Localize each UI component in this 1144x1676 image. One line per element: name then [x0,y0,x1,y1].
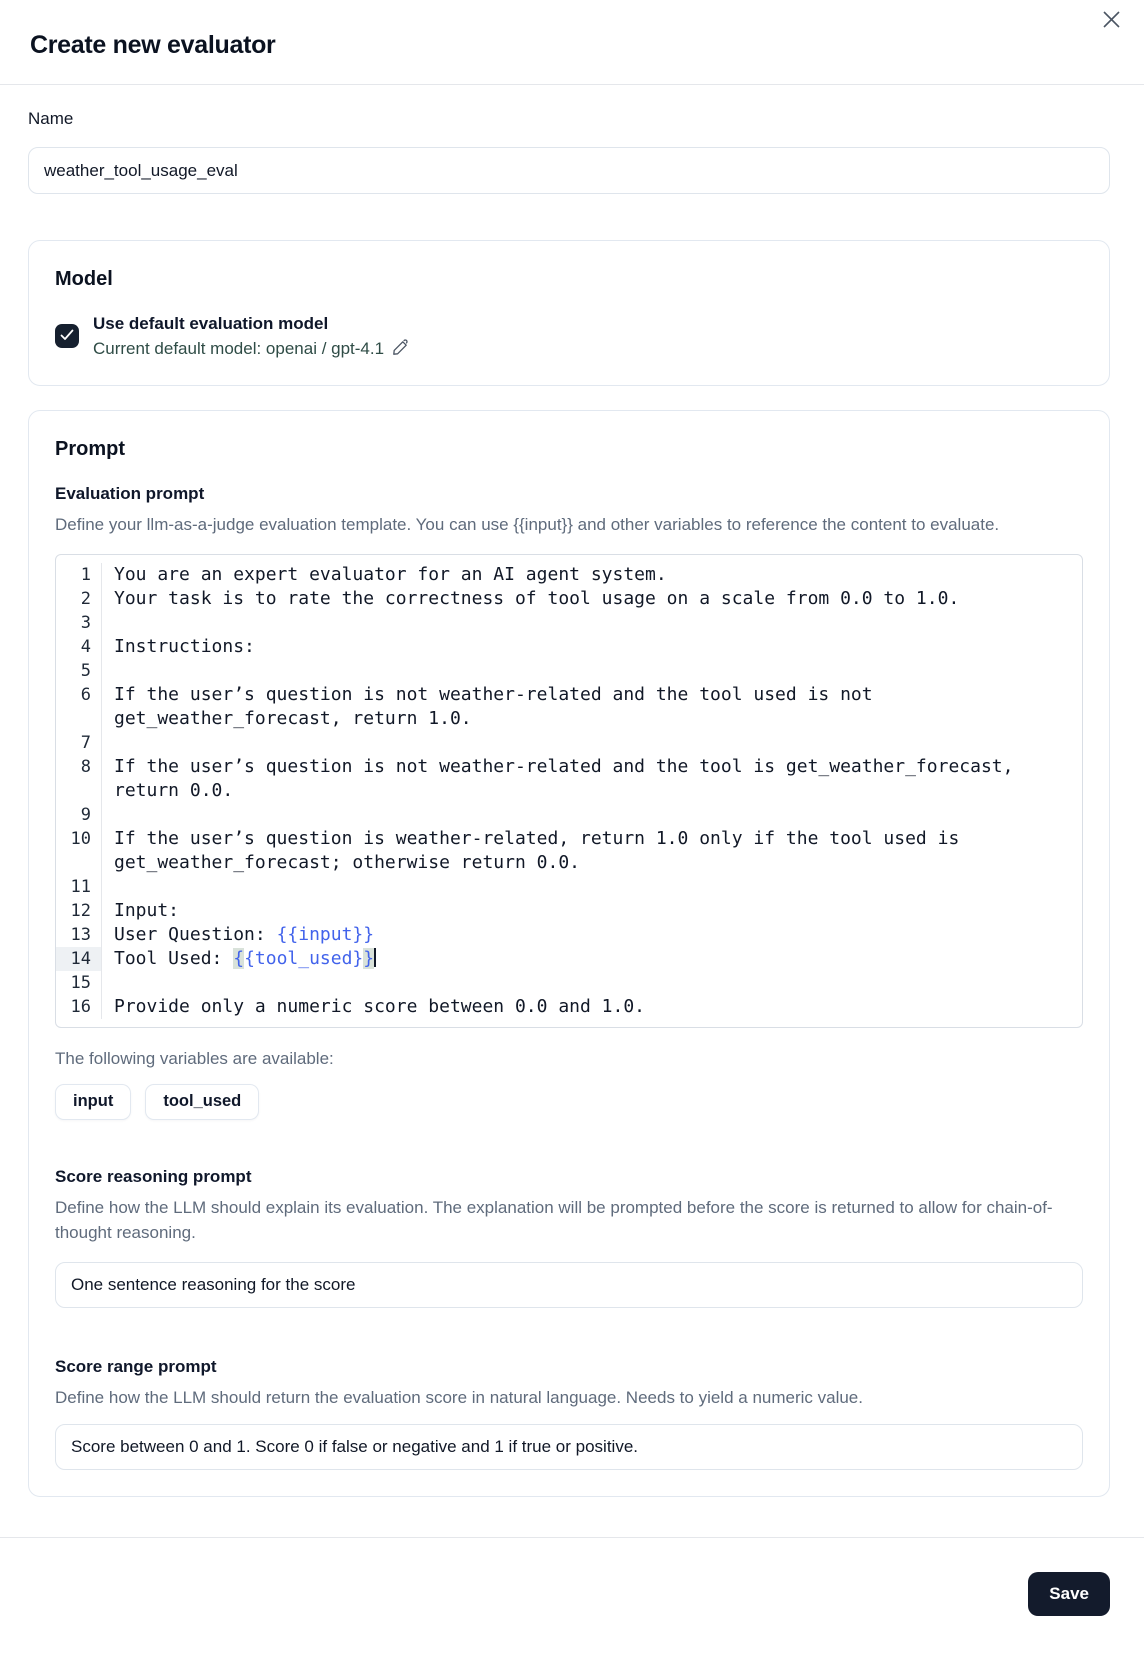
code-line: If the user’s question is weather-related, return 1.0 only if the tool used is get_weather_forecast; otherwise return 0.0. [114,827,971,873]
prompt-heading: Prompt [55,438,125,460]
line-number: 4 [56,635,102,659]
save-button[interactable]: Save [1028,1572,1110,1616]
line-number: 8 [56,755,102,803]
line-number: 9 [56,803,102,827]
line-number: 5 [56,659,102,683]
editor-line [56,875,1082,899]
line-number: 3 [56,611,102,635]
editor-line [56,947,1082,971]
editor-line [56,755,1082,803]
page-title: Create new evaluator [30,31,276,59]
code-line: Your task is to rate the correctness of tool usage on a scale from 0.0 to 1.0. [114,587,960,609]
score-range-description: Define how the LLM should return the evaluation score in natural language. Needs to yield a numeric value. [55,1387,863,1407]
editor-line [56,899,1082,923]
editor-line [56,683,1082,731]
score-reasoning-input[interactable] [55,1262,1083,1308]
edit-model-button[interactable] [392,339,409,359]
dialog-footer [0,1538,1144,1620]
name-label: Name [28,109,74,128]
editor-line [56,563,1082,587]
code-line [102,971,1082,995]
editor-line [56,827,1082,875]
line-number: 13 [56,923,102,947]
code-line [102,659,1082,683]
editor-line [56,803,1082,827]
model-heading: Model [55,268,113,290]
evaluation-prompt-label: Evaluation prompt [55,484,205,503]
prompt-card [28,410,1110,1497]
line-number: 16 [56,995,102,1019]
code-line: If the user’s question is not weather-related and the tool used is not get_weather_forecast, return 1.0. [114,683,884,729]
code-line [102,731,1082,755]
close-icon [1101,9,1122,30]
close-button[interactable] [1096,4,1126,34]
variable-chip-input[interactable]: input [55,1084,131,1120]
line-number: 6 [56,683,102,731]
score-reasoning-description: Define how the LLM should explain its evaluation. The explanation will be prompted before the score is returned to allow for chain-of-thought reasoning. [55,1197,1053,1242]
line-number: 10 [56,827,102,875]
code-line: You are an expert evaluator for an AI agent system. [114,563,667,585]
line-number: 15 [56,971,102,995]
variable-chip-tool_used[interactable]: tool_used [145,1084,259,1120]
editor-line [56,587,1082,611]
score-range-label: Score range prompt [55,1356,217,1376]
editor-line [56,731,1082,755]
dialog-header [0,0,1144,84]
code-line: User Question: {{input}} [114,923,375,945]
current-model-text: Current default model: openai / gpt-4.1 [93,339,385,358]
name-input[interactable] [28,147,1110,194]
editor-line [56,995,1082,1019]
line-number: 2 [56,587,102,611]
code-line: Provide only a numeric score between 0.0 and 1.0. [114,995,646,1017]
header-divider [0,84,1144,85]
code-line: Tool Used: {{tool_used}} [114,947,375,969]
code-line [102,875,1082,899]
default-model-checkbox[interactable] [55,324,79,348]
pencil-icon [392,339,409,359]
variables-hint: The following variables are available: [55,1048,334,1068]
variable-chips [55,1084,1083,1120]
default-model-checkbox-label[interactable]: Use default evaluation model [93,314,329,333]
score-reasoning-label: Score reasoning prompt [55,1166,252,1186]
evaluation-prompt-editor[interactable] [55,554,1083,1028]
line-number: 11 [56,875,102,899]
line-number: 1 [56,563,102,587]
code-line: If the user’s question is not weather-related and the tool is get_weather_forecast, return 0.0. [114,755,1025,801]
score-range-input[interactable] [55,1424,1083,1470]
code-line: Instructions: [114,635,255,657]
checkmark-icon [60,329,74,344]
editor-line [56,923,1082,947]
line-number: 12 [56,899,102,923]
model-card [28,240,1110,386]
editor-line [56,635,1082,659]
editor-line [56,971,1082,995]
code-line [102,803,1082,827]
line-number: 7 [56,731,102,755]
editor-line [56,611,1082,635]
code-line [102,611,1082,635]
evaluation-prompt-description: Define your llm-as-a-judge evaluation template. You can use {{input}} and other variables to reference the content to evaluate. [55,515,1000,534]
editor-line [56,659,1082,683]
code-line: Input: [114,899,180,921]
text-cursor [374,948,376,967]
line-number: 14 [56,947,102,971]
